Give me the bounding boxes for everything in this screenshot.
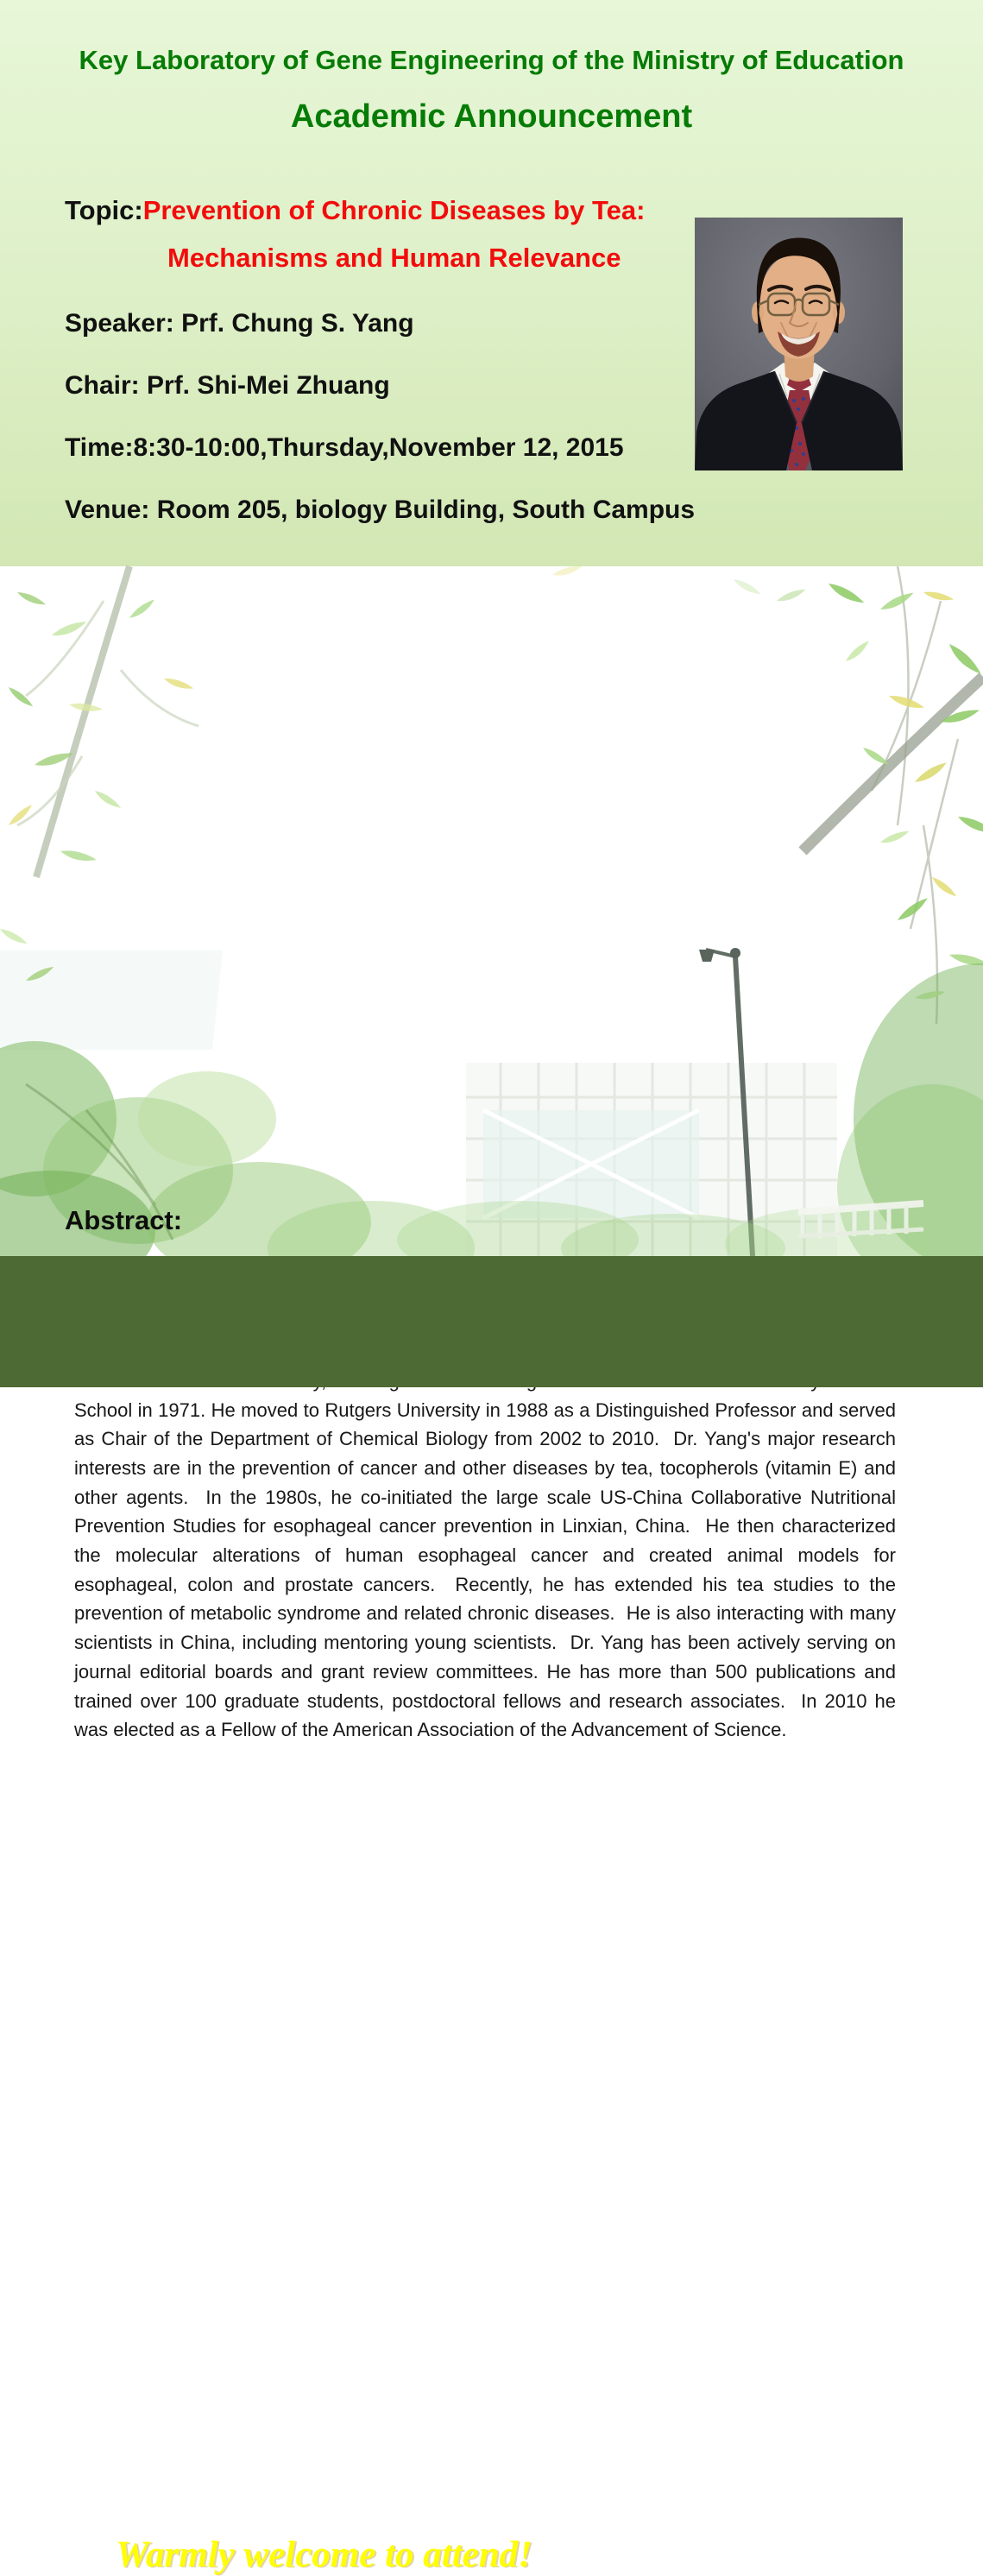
bamboo-watermark: [0, 566, 983, 1256]
top-section: [0, 0, 983, 566]
welcome-message: Warmly welcome to attend!: [116, 2535, 532, 2575]
chair-line: Chair: Prf. Shi-Mei Zhuang: [65, 371, 390, 400]
abstract-body-text: School in 1971. He moved to Rutgers University in 1988 as a Distinguished Professor and served as Chair of the Department of Chemical Biology from 2002 to 2010. Dr. Yang's major research interests are in the prevention of cancer and other diseases by tea, tocopherols (vitamin E) and other agents. In the 1980s, he co-initiated the large scale US-China Collaborative Nutritional Prevention Studies for esophageal cancer prevention in Linxian, China. He then characterized the molecular alterations of human esophageal cancer and created animal models for esophageal, colon and prostate cancers. Recently, he has extended his tea studies to the prevention of metabolic syndrome and related chronic diseases. He is also interacting with many scientists in China, including mentoring young scientists. Dr. Yang has been actively serving on journal editorial boards and grant review committees. He has more than 500 publications and trained over 100 graduate students, postdoctoral fellows and research associates. In 2010 he was elected as a Fellow of the American Association of the Advancement of Science.: [74, 1398, 896, 1741]
speaker-portrait-graphic: [695, 218, 903, 470]
topic-label: Topic:: [65, 195, 143, 225]
speaker-photo: [695, 218, 903, 470]
announcement-title: Academic Announcement: [290, 98, 693, 135]
topic-title-line1: Prevention of Chronic Diseases by Tea:: [142, 195, 646, 225]
topic-title-line2: Mechanisms and Human Relevance: [167, 243, 621, 273]
venue-line: Venue: Room 205, biology Building, South Campus: [65, 496, 696, 524]
organization-title: Key Laboratory of Gene Engineering of the Ministry of Education: [79, 45, 904, 75]
abstract-heading: Abstract:: [65, 1205, 183, 1235]
abstract-section: [0, 566, 983, 1741]
time-line: Time:8:30-10:00,Thursday,November 12, 2015: [65, 433, 624, 462]
bamboo-left: [0, 566, 198, 983]
topic-line: [65, 195, 645, 226]
speaker-line: Speaker: Prf. Chung S. Yang: [65, 309, 414, 338]
